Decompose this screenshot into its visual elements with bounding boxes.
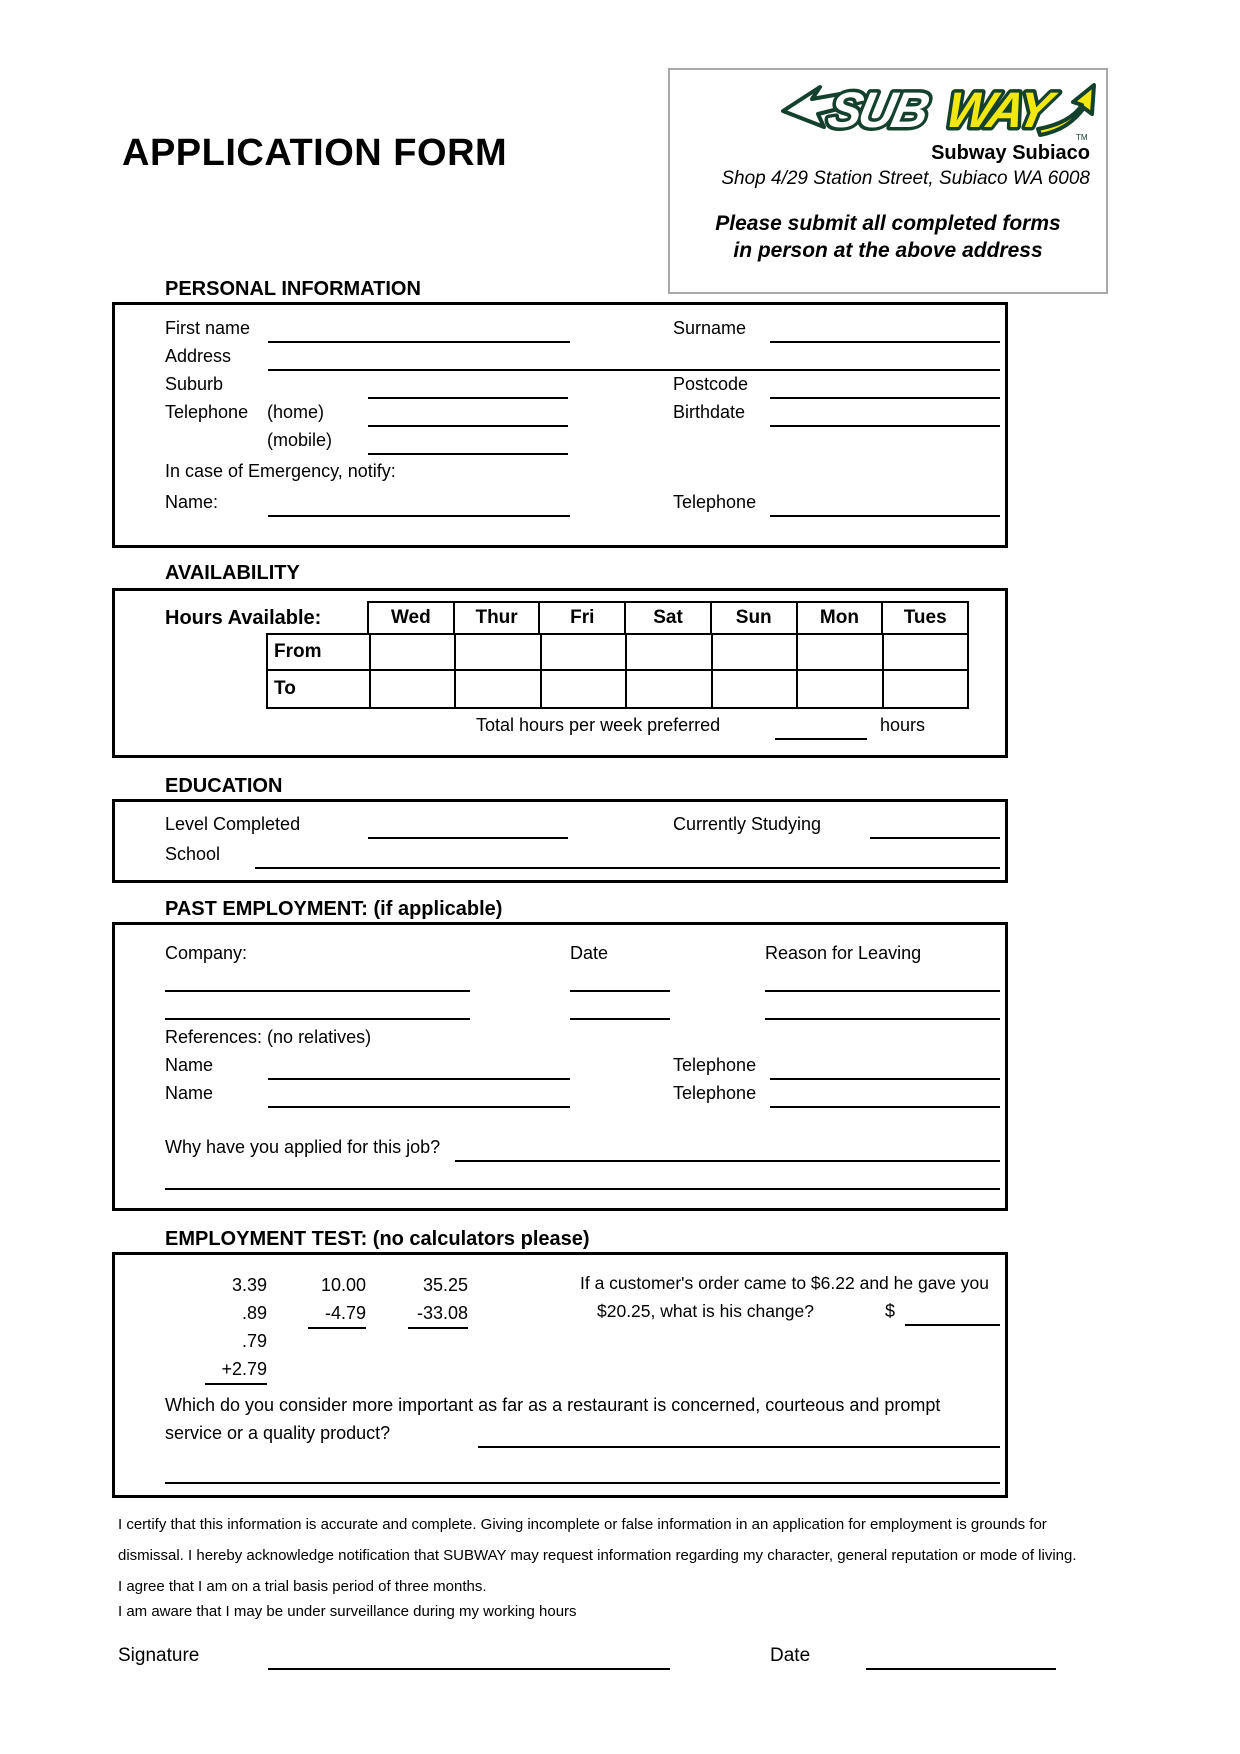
level-completed-label: Level Completed bbox=[165, 814, 301, 834]
first-name-label: First name bbox=[165, 318, 251, 338]
section-title-availability: AVAILABILITY bbox=[165, 562, 300, 584]
submit-note-line1: Please submit all completed forms bbox=[715, 212, 1061, 235]
logo-tm: TM bbox=[1076, 133, 1088, 142]
company-field-1[interactable] bbox=[165, 967, 470, 992]
currently-studying-field[interactable] bbox=[870, 814, 1000, 839]
subway-logo-svg bbox=[776, 78, 1096, 142]
signature-field[interactable] bbox=[268, 1645, 670, 1670]
availability-cell-to-thur[interactable] bbox=[454, 671, 539, 707]
reference1-telephone-label: Telephone bbox=[673, 1055, 757, 1075]
emergency-telephone-field[interactable] bbox=[770, 492, 1000, 517]
address-field[interactable] bbox=[268, 346, 1000, 371]
section-title-past-employment: PAST EMPLOYMENT: (if applicable) bbox=[165, 898, 503, 920]
telephone-label: Telephone bbox=[165, 402, 249, 422]
availability-to-row bbox=[266, 671, 969, 709]
past-employment-box bbox=[112, 922, 1008, 1211]
date-field-1[interactable] bbox=[570, 967, 670, 992]
availability-box bbox=[112, 588, 1008, 758]
availability-from-row bbox=[266, 633, 969, 671]
hours-suffix-label: hours bbox=[880, 715, 926, 735]
emergency-name-label: Name: bbox=[165, 492, 219, 512]
reference2-name-field[interactable] bbox=[268, 1083, 570, 1108]
day-header-fri: Fri bbox=[538, 603, 624, 633]
school-field[interactable] bbox=[255, 844, 1000, 869]
suburb-field[interactable] bbox=[368, 374, 568, 399]
logo-text-way: WAY bbox=[941, 81, 1055, 138]
currently-studying-label: Currently Studying bbox=[673, 814, 822, 834]
header-box bbox=[668, 68, 1108, 294]
day-header-tues: Tues bbox=[881, 603, 967, 633]
education-box bbox=[112, 799, 1008, 883]
postcode-field[interactable] bbox=[770, 374, 1000, 399]
importance-question-line1: Which do you consider more important as far as a restaurant is concerned, courteous and prompt bbox=[165, 1395, 941, 1415]
suburb-label: Suburb bbox=[165, 374, 224, 394]
first-name-field[interactable] bbox=[268, 318, 570, 343]
page-title: APPLICATION FORM bbox=[122, 132, 508, 174]
date-field-footer[interactable] bbox=[866, 1645, 1056, 1670]
submit-note bbox=[670, 210, 1106, 264]
why-applied-label: Why have you applied for this job? bbox=[165, 1137, 441, 1157]
math-value: 10.00 bbox=[320, 1275, 366, 1295]
math-value: 3.39 bbox=[231, 1275, 267, 1295]
school-label: School bbox=[165, 844, 221, 864]
availability-cell-from-mon[interactable] bbox=[796, 635, 881, 669]
telephone-home-label: (home) bbox=[267, 402, 325, 422]
availability-cell-from-sat[interactable] bbox=[625, 635, 710, 669]
certify-line-3: I agree that I am on a trial basis period of three months. bbox=[118, 1578, 487, 1595]
employment-test-box bbox=[112, 1252, 1008, 1498]
to-row-label: To bbox=[274, 678, 296, 699]
day-header-wed: Wed bbox=[390, 607, 431, 628]
personal-info-box bbox=[112, 302, 1008, 548]
reference1-name-label: Name bbox=[165, 1055, 214, 1075]
date-field-2[interactable] bbox=[570, 995, 670, 1020]
telephone-mobile-label: (mobile) bbox=[267, 430, 333, 450]
signature-label: Signature bbox=[118, 1645, 200, 1666]
store-address: Shop 4/29 Station Street, Subiaco WA 6008 bbox=[721, 168, 1090, 189]
store-name: Subway Subiaco bbox=[931, 142, 1090, 164]
subway-logo bbox=[776, 78, 1096, 142]
math-value: -4.79 bbox=[308, 1299, 366, 1329]
importance-answer-field-1[interactable] bbox=[478, 1423, 1000, 1448]
math-value: .89 bbox=[241, 1303, 267, 1323]
certify-line-1: I certify that this information is accurate and complete. Giving incomplete or false information in an application for employment is grounds for bbox=[118, 1516, 1047, 1533]
certify-line-2: dismissal. I hereby acknowledge notification that SUBWAY may request information regarding my character, general reputation or mode of living. bbox=[118, 1547, 1077, 1564]
reference2-telephone-label: Telephone bbox=[673, 1083, 757, 1103]
section-title-employment-test: EMPLOYMENT TEST: (no calculators please) bbox=[165, 1228, 590, 1250]
availability-days-header bbox=[367, 601, 969, 633]
change-question-line1: If a customer's order came to $6.22 and he gave you bbox=[580, 1273, 989, 1293]
birthdate-label: Birthdate bbox=[673, 402, 746, 422]
total-hours-field[interactable] bbox=[775, 715, 867, 740]
math-value: 35.25 bbox=[422, 1275, 468, 1295]
day-header-thur: Thur bbox=[453, 603, 539, 633]
day-header-sun: Sun bbox=[710, 603, 796, 633]
reason-field-1[interactable] bbox=[765, 967, 1000, 992]
reference1-name-field[interactable] bbox=[268, 1055, 570, 1080]
availability-cell-to-mon[interactable] bbox=[796, 671, 881, 707]
why-applied-field-1[interactable] bbox=[455, 1137, 1000, 1162]
reason-for-leaving-label: Reason for Leaving bbox=[765, 943, 922, 963]
company-label: Company: bbox=[165, 943, 248, 963]
surname-label: Surname bbox=[673, 318, 747, 338]
day-header-mon: Mon bbox=[796, 603, 882, 633]
section-title-personal: PERSONAL INFORMATION bbox=[165, 278, 421, 300]
importance-answer-field-2[interactable] bbox=[165, 1459, 1000, 1484]
emergency-telephone-label: Telephone bbox=[673, 492, 757, 512]
from-row-label: From bbox=[274, 641, 322, 662]
math-problem-1 bbox=[205, 1271, 267, 1385]
importance-question-line2: service or a quality product? bbox=[165, 1423, 391, 1443]
address-label: Address bbox=[165, 346, 232, 366]
emergency-label: In case of Emergency, notify: bbox=[165, 461, 396, 481]
telephone-mobile-field[interactable] bbox=[368, 430, 568, 455]
availability-cell-from-wed[interactable] bbox=[369, 635, 454, 669]
availability-cell-to-tues[interactable] bbox=[882, 671, 967, 707]
date-label: Date bbox=[570, 943, 609, 963]
availability-cell-from-sun[interactable] bbox=[711, 635, 796, 669]
section-title-education: EDUCATION bbox=[165, 775, 283, 797]
level-completed-field[interactable] bbox=[368, 814, 568, 839]
availability-cell-from-thur[interactable] bbox=[454, 635, 539, 669]
availability-cell-from-tues[interactable] bbox=[882, 635, 967, 669]
availability-cell-from-fri[interactable] bbox=[540, 635, 625, 669]
dollar-sign-label: $ bbox=[885, 1301, 896, 1321]
change-answer-field[interactable] bbox=[905, 1301, 1000, 1326]
reason-field-2[interactable] bbox=[765, 995, 1000, 1020]
company-field-2[interactable] bbox=[165, 995, 470, 1020]
postcode-label: Postcode bbox=[673, 374, 749, 394]
date-label-footer: Date bbox=[770, 1645, 811, 1666]
telephone-home-field[interactable] bbox=[368, 402, 568, 427]
emergency-name-field[interactable] bbox=[268, 492, 570, 517]
availability-cell-to-sun[interactable] bbox=[711, 671, 796, 707]
references-label: References: (no relatives) bbox=[165, 1027, 372, 1047]
availability-cell-to-fri[interactable] bbox=[540, 671, 625, 707]
reference2-name-label: Name bbox=[165, 1083, 214, 1103]
change-question-line2: $20.25, what is his change? bbox=[597, 1301, 814, 1321]
submit-note-line2: in person at the above address bbox=[733, 239, 1043, 262]
reference1-telephone-field[interactable] bbox=[770, 1055, 1000, 1080]
math-problem-2 bbox=[308, 1271, 366, 1329]
day-header-sat: Sat bbox=[624, 603, 710, 633]
availability-cell-to-wed[interactable] bbox=[369, 671, 454, 707]
reference2-telephone-field[interactable] bbox=[770, 1083, 1000, 1108]
math-problem-3 bbox=[408, 1271, 468, 1329]
birthdate-field[interactable] bbox=[770, 402, 1000, 427]
math-value: .79 bbox=[241, 1331, 267, 1351]
surname-field[interactable] bbox=[770, 318, 1000, 343]
logo-text-sub: SUB bbox=[823, 81, 932, 138]
availability-cell-to-sat[interactable] bbox=[625, 671, 710, 707]
why-applied-field-2[interactable] bbox=[165, 1165, 1000, 1190]
total-hours-label: Total hours per week preferred bbox=[476, 715, 721, 735]
hours-available-label: Hours Available: bbox=[165, 607, 322, 629]
math-value: +2.79 bbox=[205, 1355, 267, 1385]
certify-line-4: I am aware that I may be under surveillance during my working hours bbox=[118, 1603, 577, 1620]
math-value: -33.08 bbox=[408, 1299, 468, 1329]
